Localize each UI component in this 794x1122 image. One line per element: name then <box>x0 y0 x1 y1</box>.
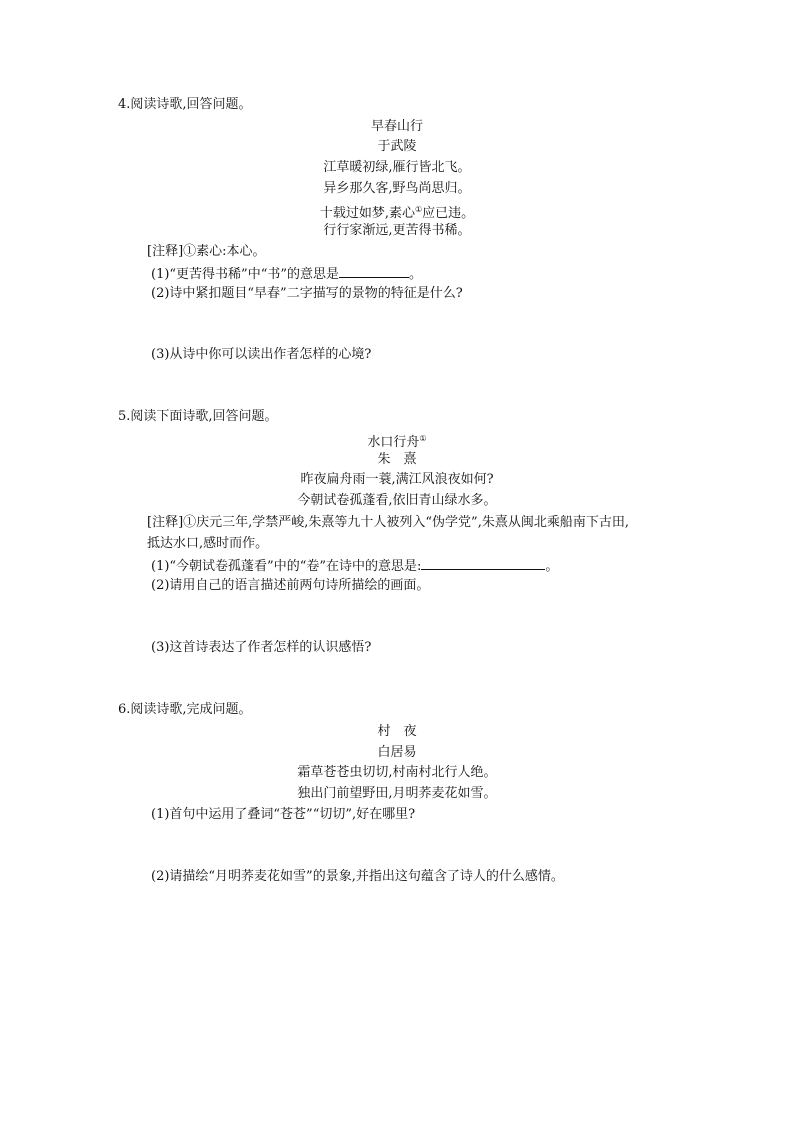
answer-blank[interactable] <box>421 556 545 570</box>
note-mark: ① <box>414 205 423 214</box>
q4-annotation: [注释]①素心:本心。 <box>147 244 266 259</box>
q4-poem-line-3-before: 十载过如梦,素心 <box>319 206 415 221</box>
q5-sub-question-2: (2)请用自己的语言描述前两句诗所描绘的画面。 <box>151 578 430 593</box>
q6-poem-author: 白居易 <box>377 745 417 760</box>
q5-sub1-end: 。 <box>545 559 559 574</box>
q4-sub1-text: (1)“更苦得书稀”中“书”的意思是 <box>151 267 339 282</box>
q5-sub1-text: (1)“今朝试卷孤蓬看”中的“卷”在诗中的意思是: <box>151 559 422 574</box>
q4-sub-question-3: (3)从诗中你可以读出作者怎样的心境? <box>151 347 372 362</box>
q4-poem-title: 早春山行 <box>370 119 423 134</box>
q6-heading: 6.阅读诗歌,完成问题。 <box>118 702 252 717</box>
q5-sub-question-3: (3)这首诗表达了作者怎样的认识感悟? <box>151 640 372 655</box>
q4-poem-line-4: 行行家渐远,更苦得书稀。 <box>323 223 471 238</box>
q5-annotation-line-1: [注释]①庆元三年,学禁严峻,朱熹等九十人被列入“伪学党”,朱熹从闽北乘船南下古田, <box>147 515 629 530</box>
q5-poem-line-1: 昨夜扁舟雨一蓑,满江风浪夜如何? <box>300 472 494 487</box>
q6-sub-question-2: (2)请描绘“月明荞麦花如雪”的景象,并指出这句蕴含了诗人的什么感情。 <box>151 869 564 884</box>
q4-poem-line-1: 江草暖初绿,雁行皆北飞。 <box>323 160 471 175</box>
q4-heading: 4.阅读诗歌,回答问题。 <box>118 97 252 112</box>
q4-poem-line-3 <box>0 201 794 223</box>
q5-poem-title-line <box>0 430 794 452</box>
q5-sub-question-1 <box>151 556 558 576</box>
q4-sub-question-2: (2)诗中紧扣题目“早春”二字描写的景物的特征是什么? <box>151 286 463 301</box>
note-mark: ① <box>419 434 427 443</box>
answer-blank[interactable] <box>339 264 409 278</box>
q5-poem-author: 朱 熹 <box>377 452 417 467</box>
q6-poem-line-2: 独出门前望野田,月明荞麦花如雪。 <box>297 786 497 801</box>
q4-sub1-end: 。 <box>409 267 423 282</box>
q4-sub-question-1 <box>151 264 422 284</box>
q6-poem-title: 村 夜 <box>377 724 417 739</box>
q4-poem-line-3-after: 应已违。 <box>422 206 475 221</box>
q5-poem-line-2: 今朝试卷孤蓬看,依旧青山绿水多。 <box>297 493 497 508</box>
q4-poem-line-2: 异乡那久客,野鸟尚思归。 <box>323 181 471 196</box>
q5-heading: 5.阅读下面诗歌,回答问题。 <box>118 409 278 424</box>
q6-sub-question-1: (1)首句中运用了叠词“苍苍”“切切”,好在哪里? <box>151 807 416 822</box>
q5-poem-title: 水口行舟 <box>367 435 420 450</box>
q4-poem-author: 于武陵 <box>377 139 417 154</box>
q6-poem-line-1: 霜草苍苍虫切切,村南村北行人绝。 <box>297 765 497 780</box>
q5-annotation-line-2: 抵达水口,感时而作。 <box>147 536 269 551</box>
